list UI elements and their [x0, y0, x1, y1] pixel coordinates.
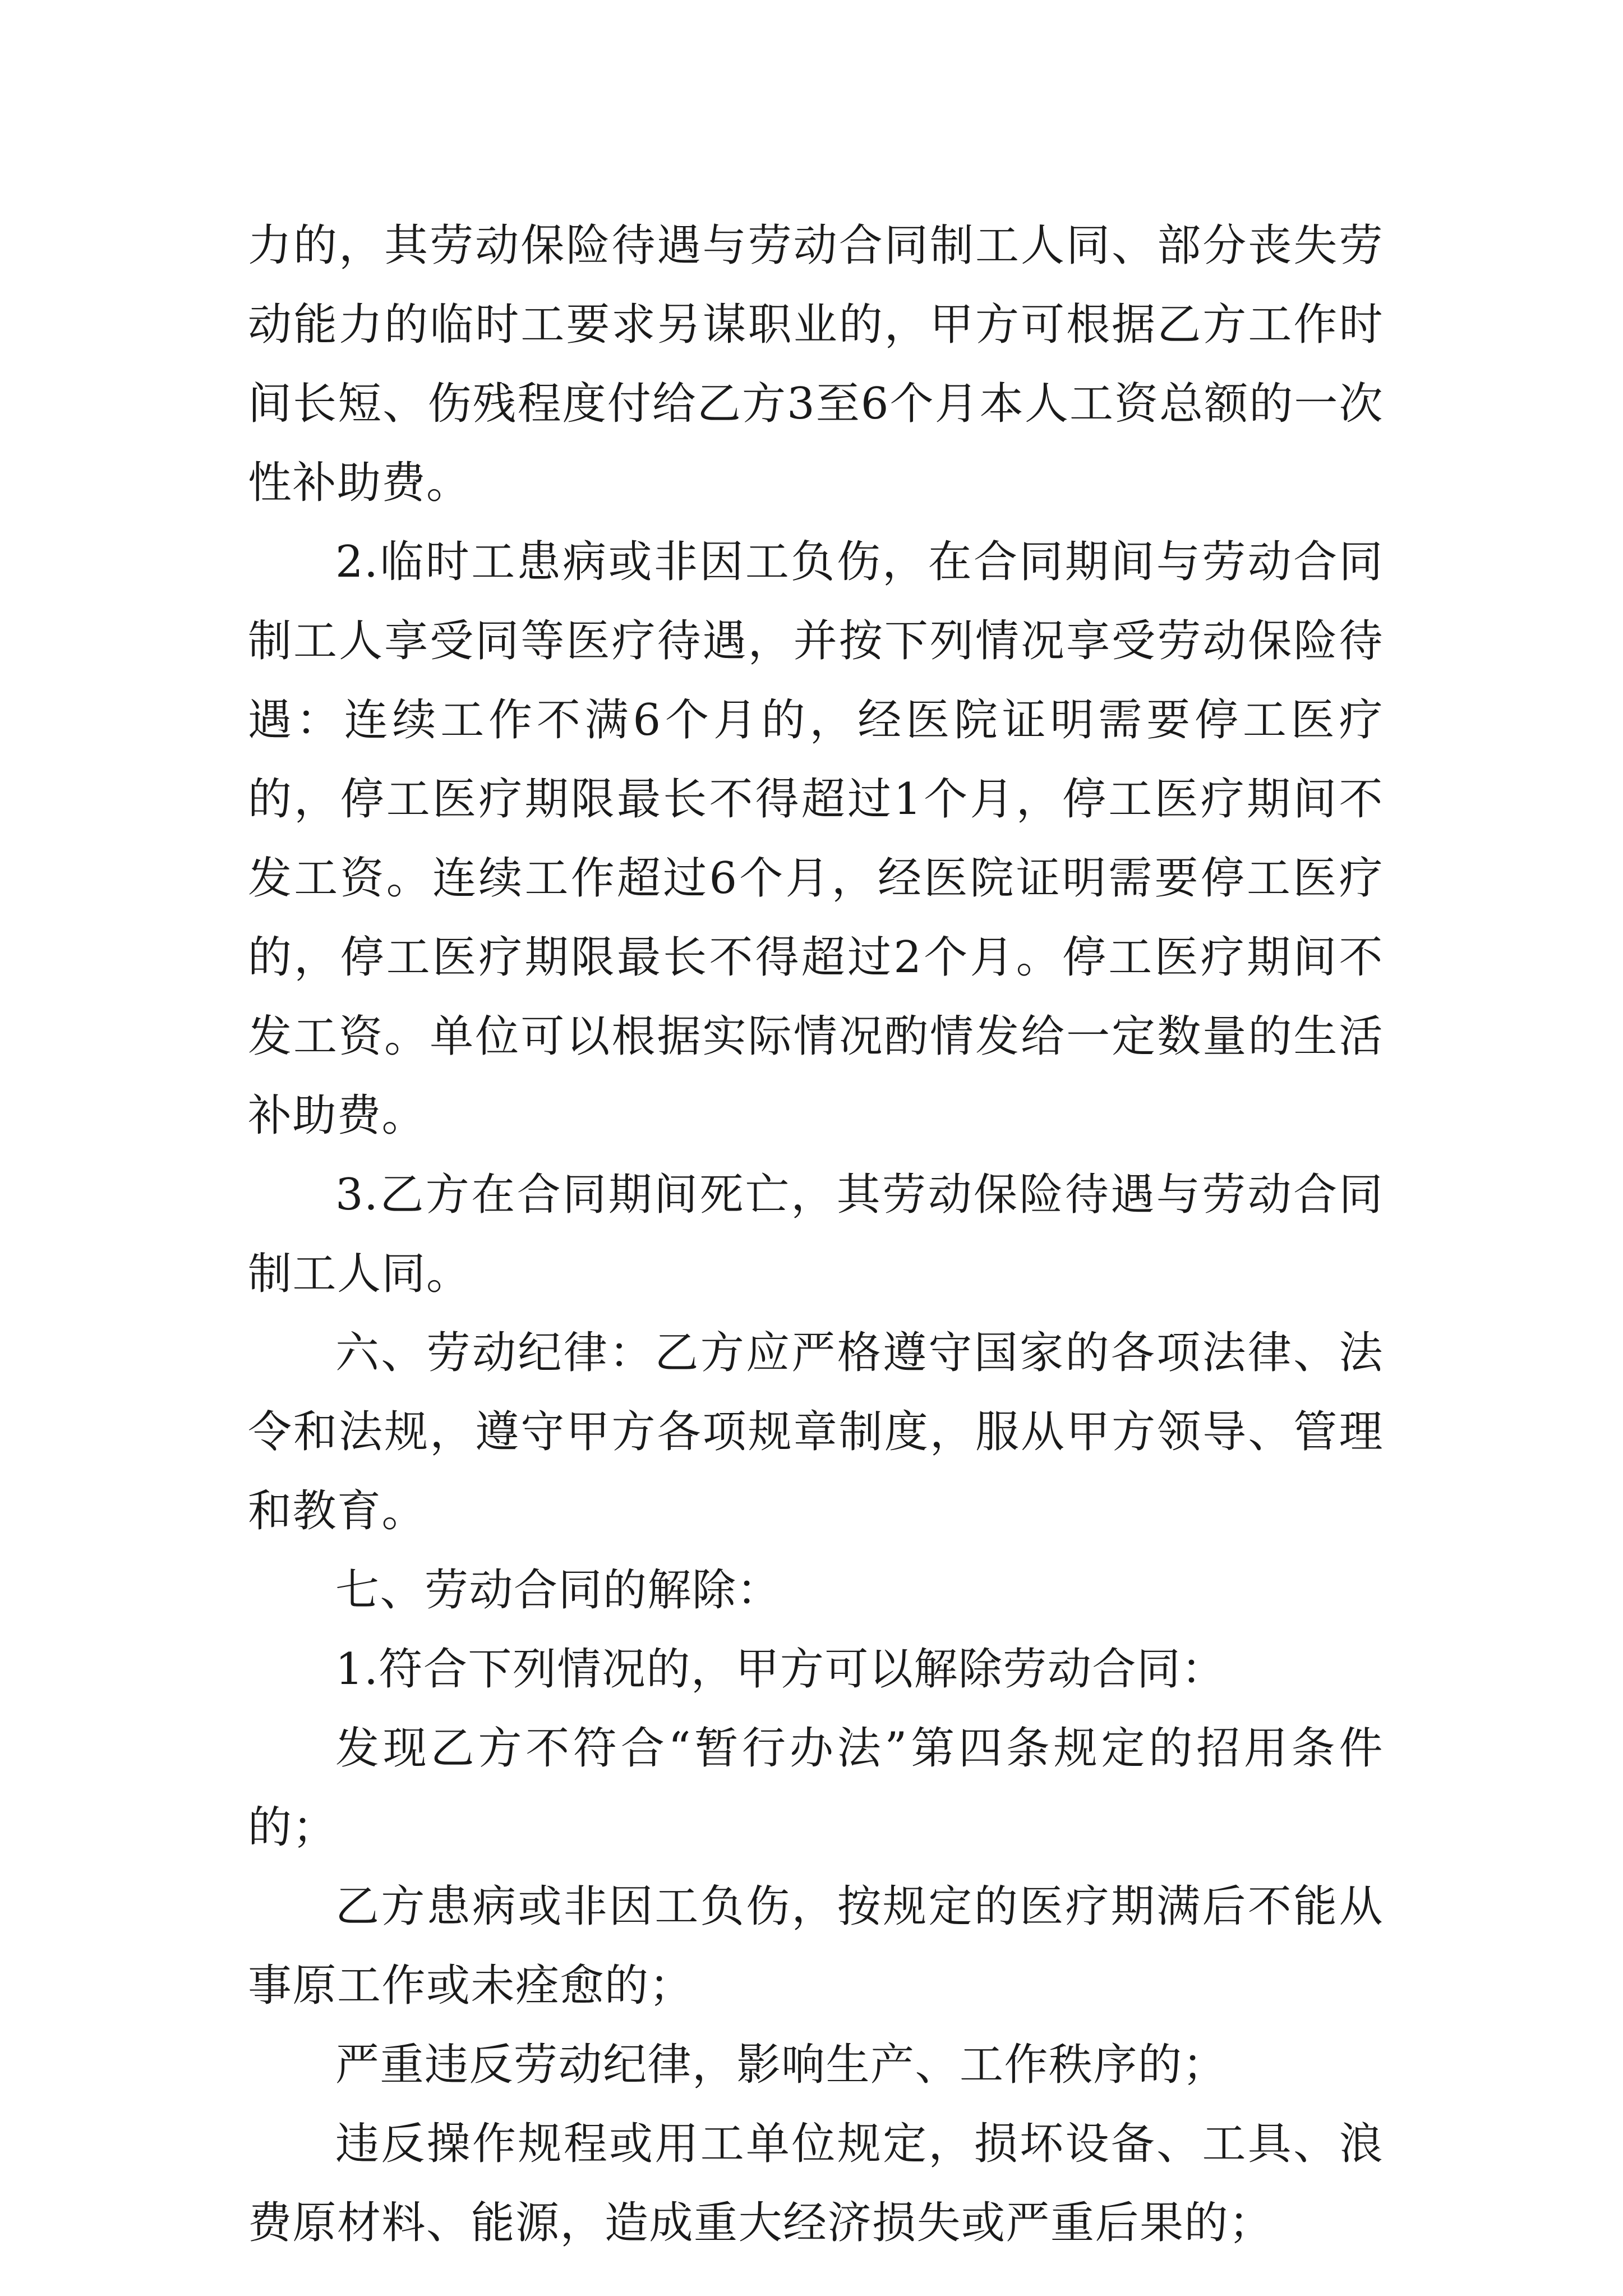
- paragraph-section-6-labor-discipline: 六、劳动纪律：乙方应严格遵守国家的各项法律、法令和法规，遵守甲方各项规章制度，服从甲方领导、管理和教育。: [248, 1328, 1384, 1536]
- paragraph-continuation: 力的，其劳动保险待遇与劳动合同制工人同、部分丧失劳动能力的临时工要求另谋职业的，甲方可根据乙方工作时间长短、伤残程度付给乙方3至6个月本人工资总额的一次性补助费。: [248, 220, 1384, 508]
- paragraph-condition-damage: 违反操作规程或用工单位规定，损坏设备、工具、浪费原材料、能源，造成重大经济损失或严重后果的；: [248, 2119, 1384, 2248]
- paragraph-section-7-item-1: 1.符合下列情况的，甲方可以解除劳动合同：: [335, 1644, 1226, 1695]
- paragraph-condition-illness: 乙方患病或非因工负伤，按规定的医疗期满后不能从事原工作或未痊愈的；: [248, 1881, 1384, 2011]
- paragraph-section-7-heading: 七、劳动合同的解除：: [335, 1565, 782, 1616]
- paragraph-condition-discipline: 严重违反劳动纪律，影响生产、工作秩序的；: [335, 2040, 1228, 2090]
- document-body: [248, 206, 1384, 2263]
- paragraph-clause-3: 3.乙方在合同期间死亡，其劳动保险待遇与劳动合同制工人同。: [248, 1170, 1384, 1299]
- paragraph-condition-recruitment: 发现乙方不符合“暂行办法”第四条规定的招用条件的；: [248, 1723, 1384, 1853]
- paragraph-clause-2: 2.临时工患病或非因工负伤，在合同期间与劳动合同制工人享受同等医疗待遇，并按下列情况享受劳动保险待遇：连续工作不满6个月的，经医院证明需要停工医疗的，停工医疗期限最长不得超过1个月，停工医疗期间不发工资。连续工作超过6个月，经医院证明需要停工医疗的，停工医疗期限最长不得超过2个月。停工医疗期间不发工资。单位可以根据实际情况酌情发给一定数量的生活补助费。: [248, 537, 1384, 1141]
